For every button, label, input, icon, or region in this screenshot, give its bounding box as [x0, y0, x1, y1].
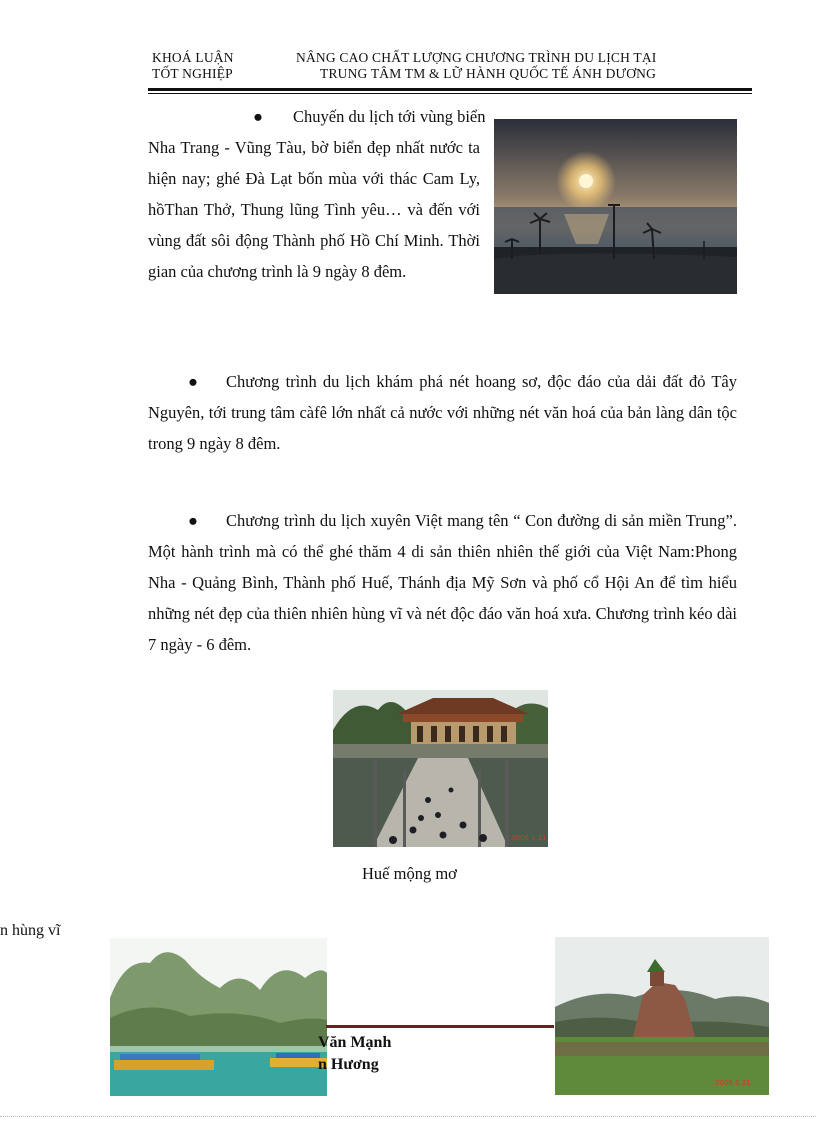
bullet-icon: ● — [253, 107, 263, 126]
hue-caption: Huế mộng mơ — [362, 864, 457, 883]
paragraph-1-body: Nha Trang - Vũng Tàu, bờ biển đẹp nhất nước ta hiện nay; ghé Đà Lạt bốn mùa với thác Cam Ly, hồThan Thở, Thung lũng Tình yêu… và đến với vùng đất sôi động Thành phố Hồ Chí Minh. Thời gian của chương trình là 9 ngày 8 đêm. — [148, 138, 480, 281]
footer-name-line1: Văn Mạnh — [318, 1034, 392, 1051]
header-left-line2: TỐT NGHIỆP — [152, 66, 233, 81]
header-rule-thin — [148, 93, 752, 94]
paragraph-3-text: Chương trình du lịch xuyên Việt mang tên “ Con đường di sản miền Trung”. Một hành trình mà có thể ghé thăm 4 di sản thiên nhiên thế giới của Việt Nam:Phong Nha - Quảng Bình, Thành phố Huế, Thánh địa Mỹ Sơn và phố cổ Hội An để tìm hiểu những nét đẹp của thiên nhiên hùng vĩ và nét độc đáo văn hoá xưa. Chương trình kéo dài 7 ngày - 6 đêm. — [148, 511, 737, 654]
paragraph-2-text: Chương trình du lịch khám phá nét hoang sơ, độc đáo của dải đất đỏ Tây Nguyên, tới trung tâm càfê lớn nhất cả nước với những nét văn hoá của bản làng dân tộc trong 9 ngày 8 đêm. — [148, 372, 737, 453]
header-rule-thick — [148, 88, 752, 91]
my-son-date-stamp: 2006 3 21 — [715, 1079, 751, 1087]
header-left — [152, 50, 234, 82]
hue-citadel-photo — [333, 690, 548, 847]
my-son-sanctuary-photo — [555, 937, 769, 1095]
header-right-line2: TRUNG TÂM TM & LỮ HÀNH QUỐC TẾ ÁNH DƯƠNG — [320, 66, 657, 81]
header-left-line1: KHOÁ LUẬN — [152, 50, 234, 65]
bullet-icon: ● — [188, 511, 198, 530]
paragraph-1-lead: Chuyến du lịch tới vùng biển — [293, 107, 486, 126]
paragraph-3 — [148, 505, 737, 660]
bullet-icon: ● — [188, 372, 198, 391]
hue-date-stamp: 2006 3 21 — [511, 834, 547, 842]
cut-off-text-fragment: n hùng vĩ — [0, 922, 61, 939]
paragraph-2 — [148, 366, 737, 459]
page-bottom-border — [0, 1116, 816, 1117]
footer-rule — [326, 1025, 554, 1028]
header-right — [296, 50, 666, 82]
footer-name-line2: n Hương — [318, 1056, 379, 1073]
phong-nha-river-photo — [110, 938, 327, 1096]
header-right-line1: NÂNG CAO CHẤT LƯỢNG CHƯƠNG TRÌNH DU LỊCH TẠI — [296, 50, 657, 65]
sunset-beach-photo — [494, 119, 737, 294]
footer-author-names — [318, 1032, 391, 1076]
paragraph-1-first-line — [253, 101, 523, 132]
